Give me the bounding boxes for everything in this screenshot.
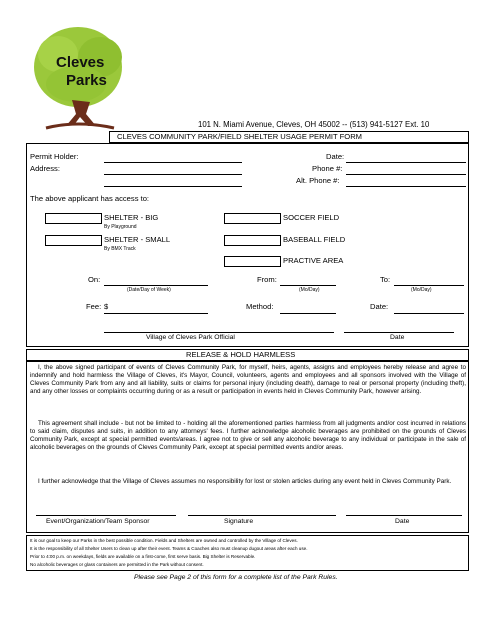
logo-text-parks: Parks — [66, 72, 107, 89]
from-line[interactable] — [280, 285, 336, 286]
release-title: RELEASE & HOLD HARMLESS — [186, 350, 296, 359]
alt-phone-line[interactable] — [346, 186, 466, 187]
footer-note: Please see Page 2 of this form for a complete list of the Park Rules. — [134, 574, 338, 581]
shelter-big-checkbox[interactable] — [45, 213, 102, 224]
payment-date-line[interactable] — [394, 313, 464, 314]
official-date-line[interactable] — [344, 332, 454, 333]
release-paragraph-1: I, the above signed participant of events of Cleves Community Park, for myself, heirs, agents, assigns and employees hereby release and agree to indemnify and hold harmless the Village of Cleves, it's Mayor, Council, volunteers, agents and employees and all sponsors involved with the Village of Cleves Community Park from any and all liability, suits or claims for personal injury (including death), damage to real or personal property (including theft), and any other losses or complaints occurring during or as a result or participation in events held in Cleves Community Park, however arising. — [30, 364, 466, 395]
shelter-small-checkbox[interactable] — [45, 235, 102, 246]
note-2: It is the responsibility of all Shelter Users to clean up after their event. Teams & Coaches also must cleanup dugout areas after each use. — [30, 546, 308, 551]
shelter-big-label: SHELTER - BIG — [104, 213, 159, 222]
release-paragraph-2: This agreement shall include - but not be limited to - holding all the aforementioned parties harmless from all judgments and/or cost incurred in relations to said claim, disputes and suits, in addition to any attorneys' fees. I further acknowledge alcoholic beverages are prohibited on the grounds of Cleves Community Park, except at special permitted events/areas. I agree not to give or sell any alcoholic beverage to any individual or participate in the sale of alcoholic beverages on the grounds of Cleves Community Park, except at special permitted events and/or areas. — [30, 420, 466, 451]
address-label: Address: — [30, 164, 60, 173]
sponsor-label: Event/Organization/Team Sponsor — [46, 518, 150, 525]
note-1: It is our goal to keep our Parks in the best possible condition. Fields and Shelters are owned and controlled by the Village of Cleves. — [30, 538, 298, 543]
method-line[interactable] — [280, 313, 336, 314]
form-title: CLEVES COMMUNITY PARK/FIELD SHELTER USAGE PERMIT FORM — [117, 132, 363, 141]
access-label: The above applicant has access to: — [30, 194, 150, 203]
logo — [28, 22, 134, 132]
soccer-field-checkbox[interactable] — [224, 213, 281, 224]
shelter-small-sub: By BMX Track — [104, 246, 136, 252]
address-line-1[interactable] — [104, 174, 242, 175]
from-hint: (Mo/Day) — [299, 287, 320, 293]
fee-label: Fee: — [86, 302, 102, 311]
permit-holder-label: Permit Holder: — [30, 152, 79, 161]
official-signature-line[interactable] — [104, 332, 334, 333]
date-line[interactable] — [346, 162, 466, 163]
note-4: No alcoholic beverages or glass containers are permitted in the Park without consent. — [30, 562, 204, 567]
logo-text-cleves: Cleves — [56, 54, 105, 71]
fee-line[interactable] — [104, 313, 208, 314]
permit-holder-line[interactable] — [104, 162, 242, 163]
on-line[interactable] — [104, 285, 208, 286]
method-label: Method: — [246, 302, 274, 311]
release-paragraph-3: I further acknowledge that the Village of Cleves assumes no responsibility for lost or stolen articles during any event held in Cleves Community Park. — [38, 478, 452, 485]
office-address: 101 N. Miami Avenue, Cleves, OH 45002 -- (513) 941-5127 Ext. 10 — [198, 120, 430, 129]
official-date-label: Date — [390, 334, 405, 341]
date-label: Date: — [326, 152, 345, 161]
alt-phone-label: Alt. Phone #: — [296, 176, 340, 185]
shelter-small-label: SHELTER - SMALL — [104, 235, 171, 244]
to-line[interactable] — [394, 285, 464, 286]
phone-line[interactable] — [346, 174, 466, 175]
to-hint: (Mo/Day) — [411, 287, 432, 293]
signature-line[interactable] — [188, 515, 336, 516]
shelter-big-sub: By Playground — [104, 224, 137, 230]
to-label: To: — [380, 275, 391, 284]
baseball-field-checkbox[interactable] — [224, 235, 281, 246]
baseball-field-label: BASEBALL FIELD — [283, 235, 346, 244]
sponsor-date-label: Date — [395, 518, 410, 525]
on-label: On: — [88, 275, 101, 284]
practice-area-label: PRACTIVE AREA — [283, 256, 344, 265]
official-label: Village of Cleves Park Official — [146, 334, 235, 341]
phone-label: Phone #: — [312, 164, 343, 173]
payment-date-label: Date: — [370, 302, 389, 311]
soccer-field-label: SOCCER FIELD — [283, 213, 340, 222]
on-hint: (Date/Day of Week) — [127, 287, 171, 293]
signature-label: Signature — [224, 518, 254, 525]
note-3: Prior to 4:00 p.m. on weekdays, fields are available on a first-come, first serve basis. Big Shelter is Reservable. — [30, 554, 256, 559]
fee-currency: $ — [104, 302, 109, 311]
sponsor-date-line[interactable] — [346, 515, 462, 516]
address-line-2[interactable] — [104, 186, 242, 187]
practice-area-checkbox[interactable] — [224, 256, 281, 267]
sponsor-line[interactable] — [36, 515, 176, 516]
from-label: From: — [257, 275, 277, 284]
